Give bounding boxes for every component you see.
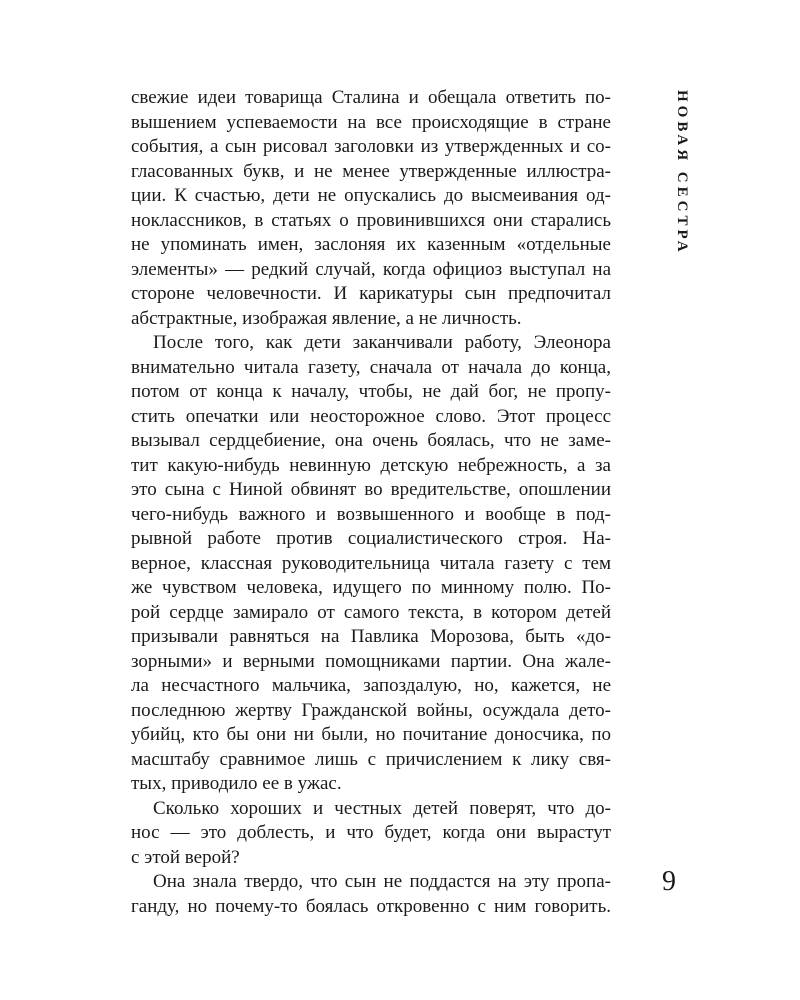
text-line: стить опечатки или неосторожное слово. Этот процесс bbox=[131, 405, 611, 427]
text-line: После того, как дети заканчивали работу, Элеонора bbox=[153, 332, 611, 353]
text-line: не упоминать имен, заслоняя их казенным «отдельные bbox=[131, 234, 611, 255]
text-line: свежие идеи товарища Сталина и обещала ответить по- bbox=[131, 87, 611, 108]
text-line: Она знала твердо, что сын не поддастся на эту пропа- bbox=[153, 871, 611, 892]
text-line: это сына с Ниной обвинят во вредительстве, опошлении bbox=[131, 479, 611, 500]
text-line: последнюю жертву Гражданской войны, осуждала дето- bbox=[131, 699, 611, 721]
text-line: элементы» — редкий случай, когда официоз выступал на bbox=[131, 258, 611, 280]
text-line: ноклассников, в статьях о провинившихся они старались bbox=[131, 209, 611, 231]
text-line: же чувством человека, идущего по минному полю. По- bbox=[131, 577, 611, 598]
text-line: убийц, кто бы они ни были, но почитание доносчика, по bbox=[131, 724, 611, 745]
text-line: потом от конца к началу, чтобы, не дай бог, не пропу- bbox=[131, 381, 611, 402]
text-line: зорными» и верными помощниками партии. Она жале- bbox=[131, 650, 611, 672]
text-line: рывной работе против социалистического строя. На- bbox=[131, 528, 611, 549]
text-line: нос — это доблесть, и что будет, когда они вырастут bbox=[131, 822, 611, 843]
page-number: 9 bbox=[662, 866, 676, 897]
text-line: масштабу сравнимое лишь с причислением к лику свя- bbox=[131, 748, 611, 770]
text-line: верное, классная руководительница читала газету с тем bbox=[131, 552, 611, 574]
text-line: тит какую-нибудь невинную детскую небрежность, а за bbox=[131, 454, 611, 476]
text-line: Сколько хороших и честных детей поверят, что до- bbox=[153, 797, 611, 819]
text-line: внимательно читала газету, сначала от начала до конца, bbox=[131, 356, 611, 378]
text-line: тых, приводило ее в ужас. bbox=[131, 773, 342, 794]
text-line: ции. К счастью, дети не опускались до высмеивания од- bbox=[131, 185, 611, 206]
text-line: рой сердце замирало от самого текста, в котором детей bbox=[131, 601, 611, 623]
text-line: стороне человечности. И карикатуры сын предпочитал bbox=[131, 283, 611, 304]
text-line: ганду, но почему-то боялась откровенно с ним говорить. bbox=[131, 895, 611, 917]
text-line: вызывал сердцебиение, она очень боялась, что не заме- bbox=[131, 430, 611, 451]
text-line: абстрактные, изображая явление, а не личность. bbox=[131, 307, 522, 329]
body-text bbox=[131, 86, 611, 919]
text-line: с этой верой? bbox=[131, 846, 240, 868]
text-line: гласованных букв, и не менее утвержденные иллюстра- bbox=[131, 160, 611, 182]
text-line: ла несчастного мальчика, запоздалую, но, кажется, не bbox=[131, 675, 611, 696]
text-line: вышением успеваемости на все происходящие в стране bbox=[131, 111, 611, 133]
running-head: НОВАЯ СЕСТРА bbox=[674, 90, 690, 256]
text-line: призывали равняться на Павлика Морозова, быть «до- bbox=[131, 626, 611, 647]
text-line: чего-нибудь важного и возвышенного и вообще в под- bbox=[131, 503, 611, 525]
text-line: события, а сын рисовал заголовки из утвержденных и со- bbox=[131, 136, 611, 157]
